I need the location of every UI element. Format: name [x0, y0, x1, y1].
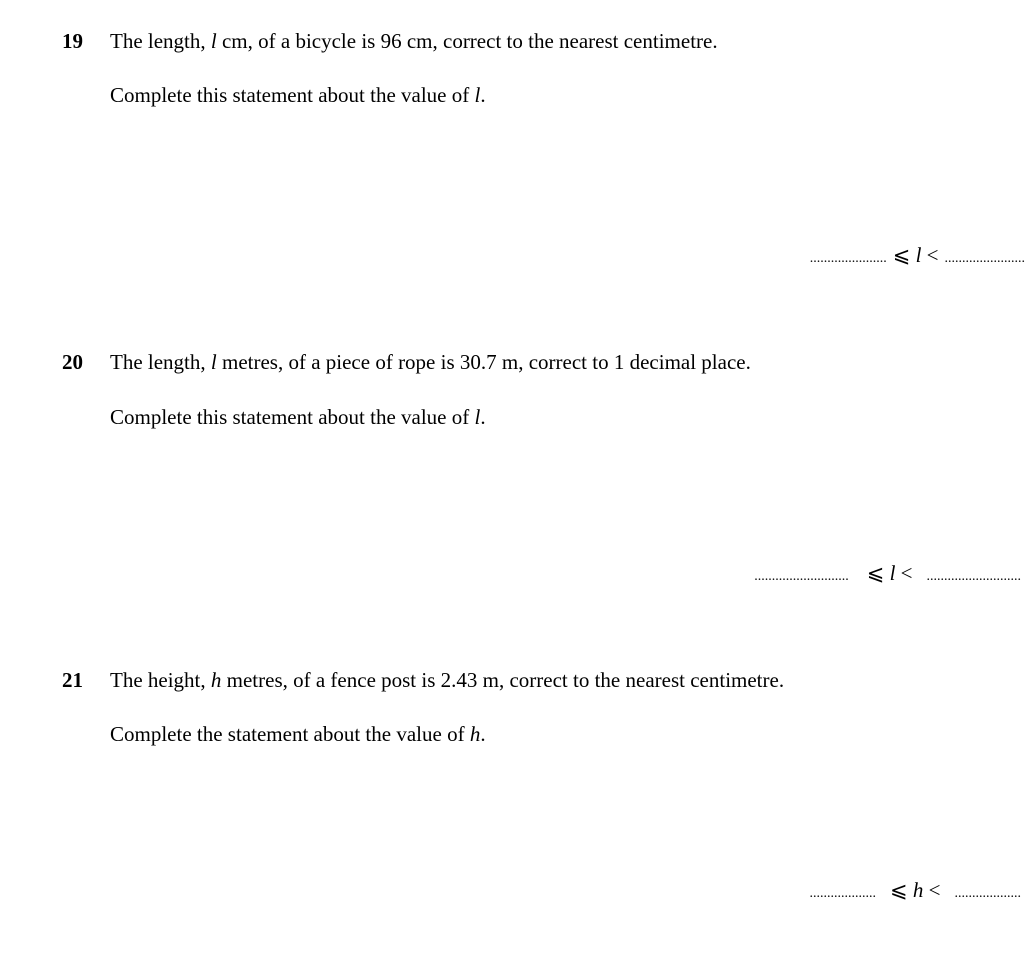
- question-19-answer-line: [810, 245, 1025, 266]
- stem-text: The height,: [110, 668, 211, 692]
- stem-text: The length,: [110, 29, 211, 53]
- variable: l: [474, 83, 481, 107]
- variable: h: [210, 668, 222, 692]
- variable: h: [469, 722, 481, 746]
- variable: l: [889, 561, 896, 585]
- question-20-answer-line: [754, 563, 1021, 584]
- question-19-instruction: [110, 85, 486, 106]
- question-20-instruction: [110, 407, 486, 428]
- instruction-text: Complete this statement about the value of: [110, 83, 475, 107]
- question-21-answer-line: [810, 880, 1021, 901]
- variable: l: [210, 29, 217, 53]
- question-21-stem: [110, 670, 784, 691]
- instruction-text: .: [480, 83, 486, 107]
- lower-bound-answer-field[interactable]: ...........................: [754, 569, 849, 584]
- upper-bound-answer-field[interactable]: .......................: [944, 251, 1025, 266]
- question-20-number: 20: [62, 350, 83, 374]
- le-sign: ⩽: [890, 878, 908, 902]
- instruction-text: Complete the statement about the value of: [110, 722, 470, 746]
- variable: l: [474, 405, 481, 429]
- le-sign: ⩽: [892, 243, 911, 267]
- stem-text: metres, of a fence post is 2.43 m, correct to the nearest centimetre.: [221, 668, 785, 692]
- le-sign: ⩽: [866, 561, 885, 585]
- upper-bound-answer-field[interactable]: ...................: [954, 886, 1021, 901]
- variable: l: [210, 350, 217, 374]
- relation: [887, 245, 945, 266]
- lower-bound-answer-field[interactable]: ......................: [809, 251, 887, 266]
- relation: [876, 880, 954, 901]
- lt-sign: <: [926, 243, 939, 267]
- stem-text: metres, of a piece of rope is 30.7 m, correct to 1 decimal place.: [216, 350, 751, 374]
- question-20-stem: [110, 352, 751, 373]
- question-21-instruction: [110, 724, 486, 745]
- variable: h: [912, 878, 924, 902]
- stem-text: The length,: [110, 350, 211, 374]
- stem-text: cm, of a bicycle is 96 cm, correct to the nearest centimetre.: [216, 29, 718, 53]
- instruction-text: .: [480, 405, 486, 429]
- upper-bound-answer-field[interactable]: ...........................: [926, 569, 1021, 584]
- instruction-text: .: [480, 722, 486, 746]
- question-19-number: 19: [62, 29, 83, 53]
- question-19-stem: [110, 31, 718, 52]
- relation: [849, 563, 927, 584]
- lower-bound-answer-field[interactable]: ...................: [809, 886, 877, 901]
- lt-sign: <: [928, 878, 941, 902]
- lt-sign: <: [900, 561, 913, 585]
- variable: l: [915, 243, 922, 267]
- question-21-number: 21: [62, 668, 83, 692]
- instruction-text: Complete this statement about the value of: [110, 405, 475, 429]
